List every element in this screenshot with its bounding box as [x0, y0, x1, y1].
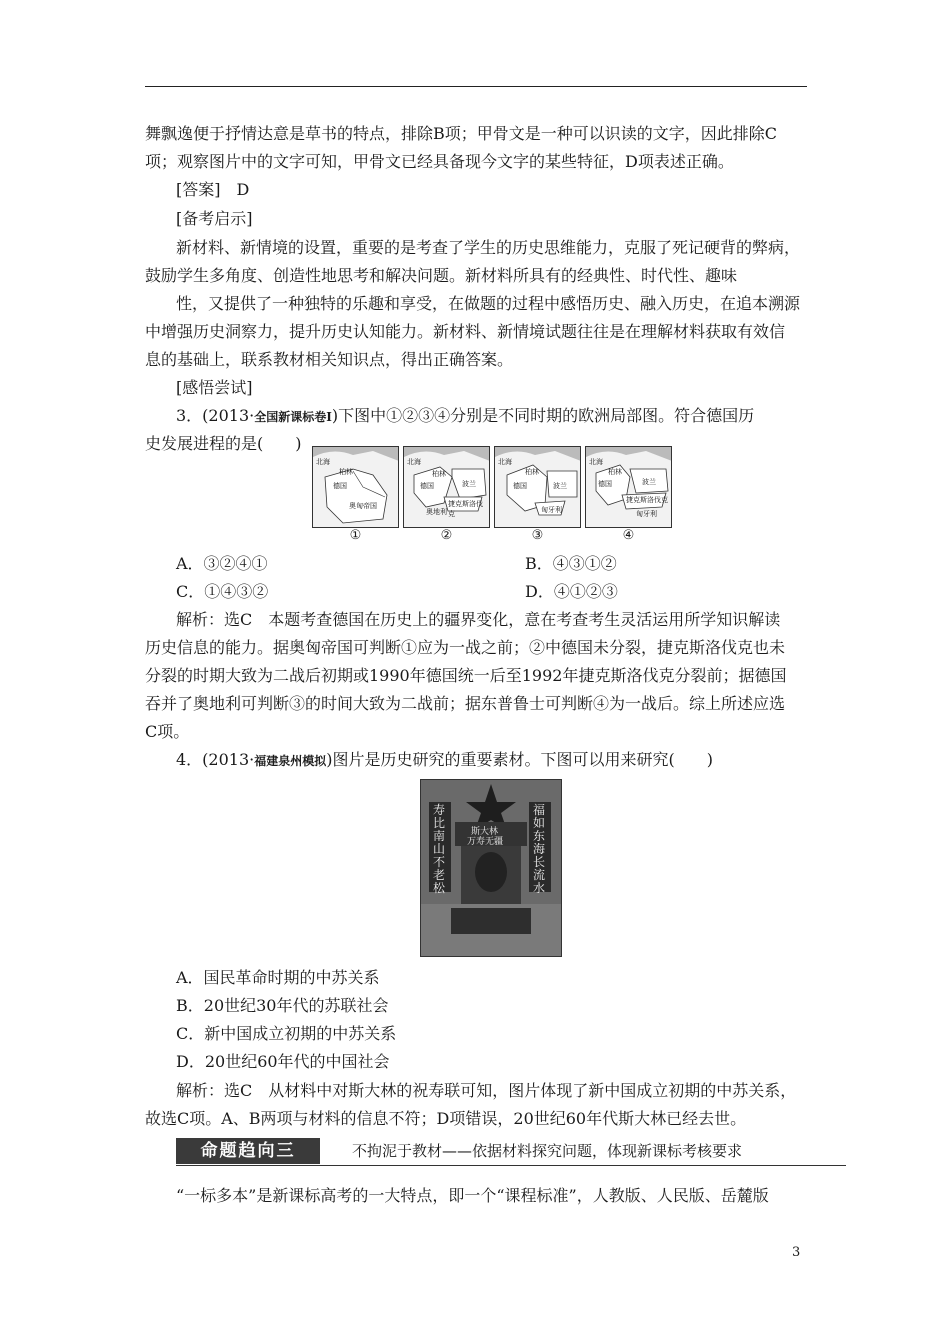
analysis-line: 吞并了奥地利可判断③的时间大致为二战前；据东普鲁士可判断④为一战后。综上所述应选	[145, 694, 786, 713]
map-number: ④	[622, 528, 635, 543]
section-label: [备考启示]	[176, 209, 253, 228]
paragraph-line: 舞飘逸便于抒情达意是草书的特点，排除B项；甲骨文是一种可以识读的文字，因此排除C	[145, 124, 778, 143]
photo-caption-left: 寿比南山不老松	[433, 803, 446, 895]
option-c: C．新中国成立初期的中苏关系	[176, 1024, 397, 1043]
analysis-line: C项。	[145, 722, 190, 741]
analysis-line: 故选C项。A、B两项与材料的信息不符；D项错误，20世纪60年代斯大林已经去世。	[145, 1109, 747, 1128]
option-b: B．④③①②	[525, 554, 617, 573]
option-a: A．国民革命时期的中苏关系	[176, 968, 380, 987]
option-c: C．①④③②	[176, 582, 269, 601]
analysis-line: 分裂的时期大致为二战后初期或1990年德国统一后至1992年捷克斯洛伐克分裂前；据德国	[145, 666, 787, 685]
paragraph-line: 鼓励学生多角度、创造性地思考和解决问题。新材料所具有的经典性、时代性、趣味	[145, 266, 738, 285]
map-numbers	[312, 528, 672, 543]
photo-caption-center: 万寿无疆	[467, 837, 504, 847]
page-number: 3	[792, 1245, 801, 1260]
question-source: 福建泉州模拟	[254, 754, 327, 768]
analysis-line: 历史信息的能力。据奥匈帝国可判断①应为一战之前；②中德国未分裂，捷克斯洛伐克也未	[145, 638, 786, 657]
section-banner: 命题趋向三	[176, 1138, 320, 1164]
paragraph-line: 项；观察图片中的文字可知，甲骨文已经具备现今文字的某些特征，D项表述正确。	[145, 152, 734, 171]
stalin-birthday-photo	[420, 779, 562, 957]
paragraph-line: 新材料、新情境的设置，重要的是考查了学生的历史思维能力，克服了死记硬背的弊病，	[176, 238, 801, 257]
map-number: ①	[349, 528, 362, 543]
map-number: ③	[531, 528, 544, 543]
paragraph-line: “一标多本”是新课标高考的一大特点，即一个“课程标准”，人教版、人民版、岳麓版	[176, 1186, 769, 1205]
question-4: 4．(2013·福建泉州模拟)图片是历史研究的重要素材。下图可以用来研究( )	[176, 750, 713, 769]
answer-line: [答案] D	[176, 180, 250, 199]
map-number: ②	[440, 528, 453, 543]
option-d: D．④①②③	[525, 582, 618, 601]
photo-caption-right: 福如东海长流水	[533, 803, 546, 895]
map-1: 北海 柏林 德国 奥匈帝国	[312, 446, 399, 528]
question-3-cont: 史发展进程的是( )	[145, 434, 302, 453]
map-4: 北海 柏林 德国 波兰 捷克斯洛伐克 匈牙利	[585, 446, 672, 528]
paragraph-line: 性，又提供了一种独特的乐趣和享受，在做题的过程中感悟历史、融入历史，在追本溯源	[176, 294, 801, 313]
photo-caption-center: 斯大林	[471, 827, 499, 837]
paragraph-line: 息的基础上，联系教材相关知识点，得出正确答案。	[145, 350, 514, 369]
section-label: [感悟尝试]	[176, 378, 253, 397]
question-3: 3．(2013·全国新课标卷Ⅰ)下图中①②③④分别是不同时期的欧洲局部图。符合德国历	[176, 406, 755, 425]
section-title: 不拘泥于教材——依据材料探究问题，体现新课标考核要求	[352, 1142, 743, 1160]
header-rule	[145, 86, 807, 87]
map-2: 北海 柏林 德国 波兰 奥地利 捷克斯洛伐克	[403, 446, 490, 528]
option-a: A．③②④①	[176, 554, 268, 573]
question-source: 全国新课标卷Ⅰ	[254, 410, 332, 424]
analysis-line: 解析：选C 从材料中对斯大林的祝寿联可知，图片体现了新中国成立初期的中苏关系，	[176, 1081, 797, 1100]
europe-maps	[312, 446, 672, 532]
option-d: D．20世纪60年代的中国社会	[176, 1052, 390, 1071]
paragraph-line: 中增强历史洞察力，提升历史认知能力。新材料、新情境试题往往是在理解材料获取有效信	[145, 322, 786, 341]
option-b: B．20世纪30年代的苏联社会	[176, 996, 389, 1015]
analysis-line: 解析：选C 本题考查德国在历史上的疆界变化，意在考查考生灵活运用所学知识解读	[176, 610, 781, 629]
section-rule	[176, 1165, 846, 1166]
map-3: 北海 柏林 德国 波兰 匈牙利	[494, 446, 581, 528]
